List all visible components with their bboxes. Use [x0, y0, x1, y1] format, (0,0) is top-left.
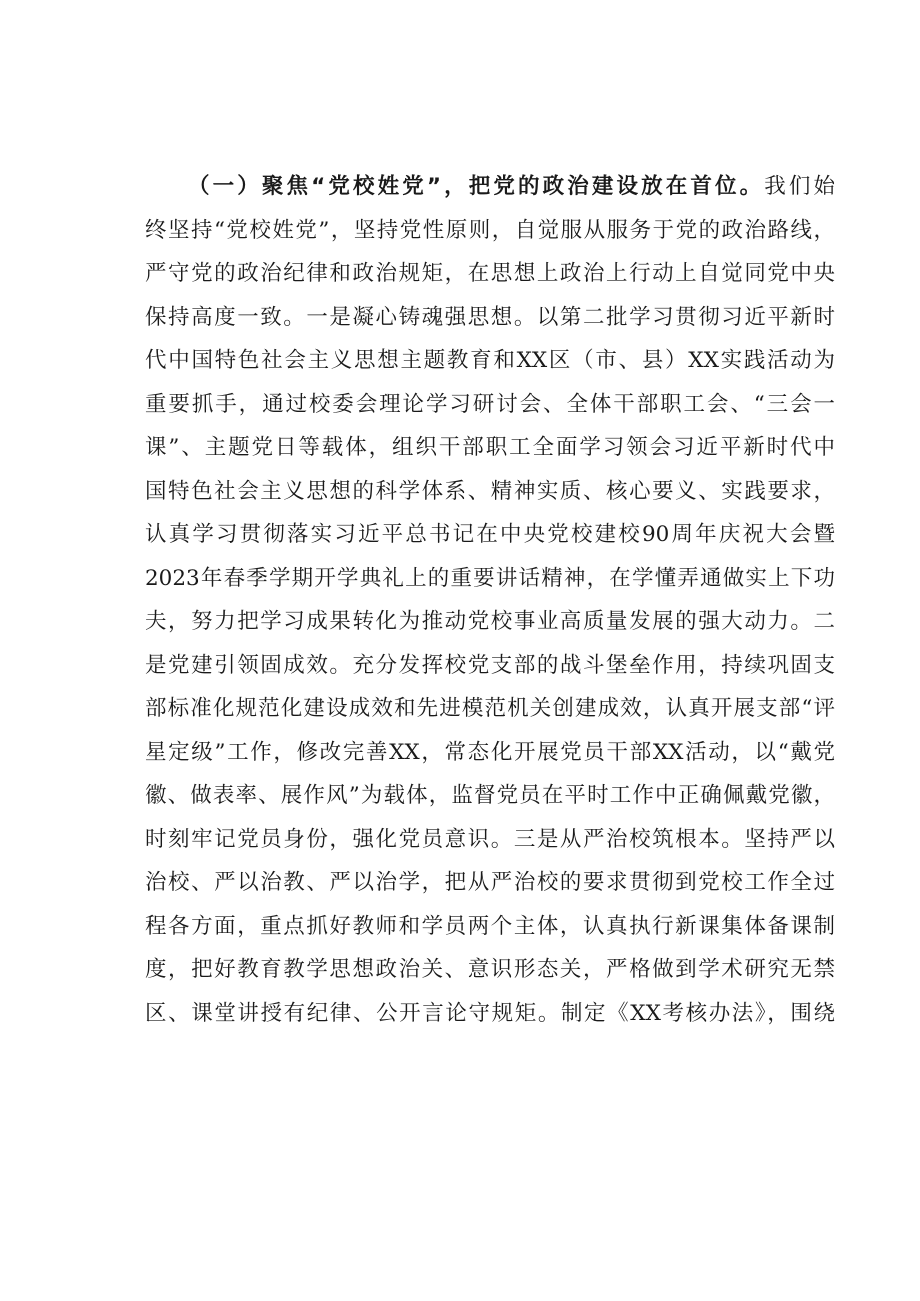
- text-line: 严守党的政治纪律和政治规矩，在思想上政治上行动上自觉同党中央: [145, 261, 835, 286]
- text-line: 程各方面，重点抓好教师和学员两个主体，认真执行新课集体备课制: [145, 913, 835, 939]
- text-line: 区、课堂讲授有纪律、公开言论守规矩。制定《XX考核办法》，围绕: [145, 1000, 835, 1026]
- text-line: 部标准化规范化建设成效和先进模范机关创建成效，认真开展支部“评: [145, 696, 835, 721]
- text-line: 认真学习贯彻落实习近平总书记在中央党校建校90周年庆祝大会暨: [145, 522, 835, 547]
- text-line: 治校、严以治教、严以治学，把从严治校的要求贯彻到党校工作全过: [145, 870, 835, 895]
- text-line: 2023年春季学期开学典礼上的重要讲话精神，在学懂弄通做实上下功: [145, 565, 835, 591]
- text-line: 徽、做表率、展作风”为载体，监督党员在平时工作中正确佩戴党徽，: [145, 783, 835, 808]
- text-line: 重要抓手，通过校委会理论学习研讨会、全体干部职工会、“三会一: [145, 391, 835, 417]
- text-line: 是党建引领固成效。充分发挥校党支部的战斗堡垒作用，持续巩固支: [145, 652, 835, 678]
- text-line: 课”、主题党日等载体，组织干部职工全面学习领会习近平新时代中: [145, 435, 835, 460]
- text-line: 保持高度一致。一是凝心铸魂强思想。以第二批学习贯彻习近平新时: [145, 304, 835, 330]
- text-line: 星定级”工作，修改完善XX，常态化开展党员干部XX活动，以“戴党: [145, 739, 835, 765]
- section-heading: （一）聚焦“党校姓党”，把党的政治建设放在首位。: [188, 174, 765, 199]
- text-line: 国特色社会主义思想的科学体系、精神实质、核心要义、实践要求，: [145, 478, 835, 504]
- text-line: 时刻牢记党员身份，强化党员意识。三是从严治校筑根本。坚持严以: [145, 826, 835, 852]
- paragraph-first-line: [145, 165, 835, 209]
- text-line: 我们始: [764, 174, 835, 199]
- body-text: [145, 165, 835, 1035]
- text-line: 代中国特色社会主义思想主题教育和XX区（市、县）XX实践活动为: [145, 348, 835, 373]
- text-line: 终坚持“党校姓党”，坚持党性原则，自觉服从服务于党的政治路线，: [145, 217, 835, 243]
- text-line: 夫，努力把学习成果转化为推动党校事业高质量发展的强大动力。二: [145, 609, 835, 634]
- text-line: 度，把好教育教学思想政治关、意识形态关，严格做到学术研究无禁: [145, 957, 835, 982]
